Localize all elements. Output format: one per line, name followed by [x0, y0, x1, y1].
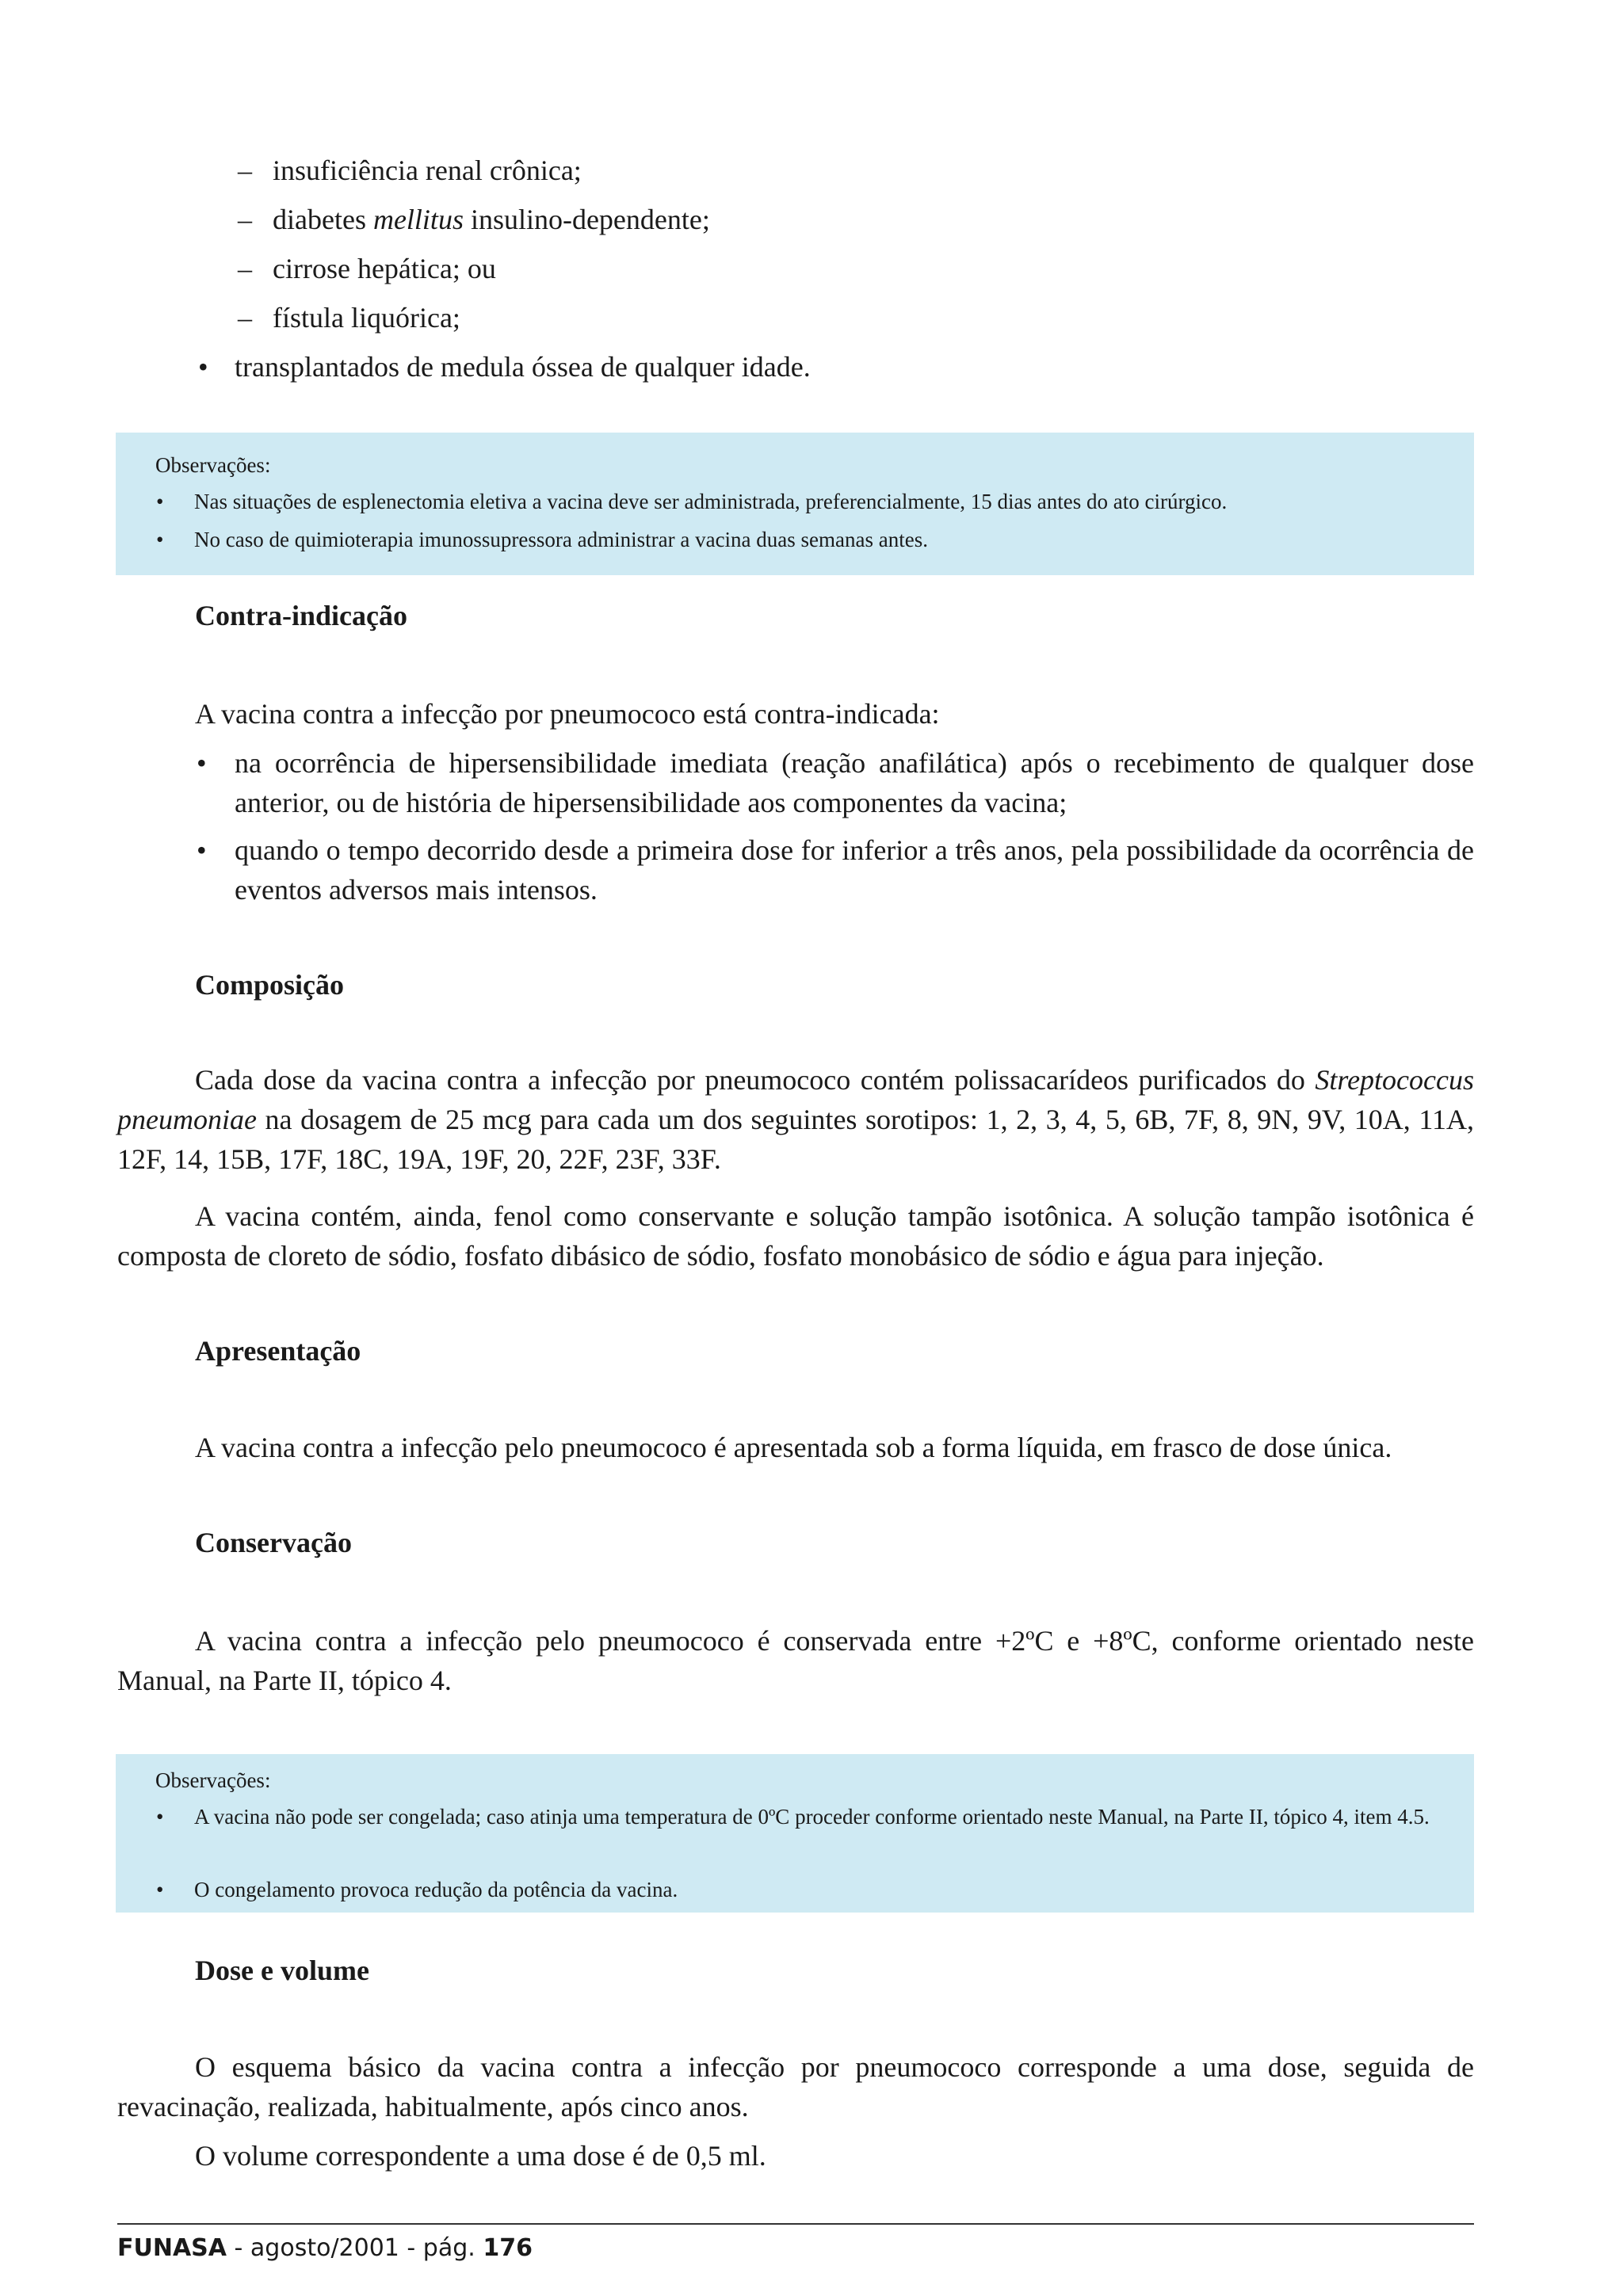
observation-text: A vacina não pode ser congelada; caso atinja uma temperatura de 0ºC proceder conforme orientado neste Manual, na Parte II, tópico 4, item 4.5. — [194, 1805, 1430, 1829]
observation-text: No caso de quimioterapia imunossupressora administrar a vacina duas semanas antes. — [194, 528, 928, 551]
paragraph — [117, 1060, 1474, 1179]
paragraph: A vacina contra a infecção por pneumococo está contra-indicada: — [195, 698, 940, 730]
bullet-mark: • — [156, 1878, 164, 1901]
paragraph: A vacina contra a infecção pelo pneumococo é apresentada sob a forma líquida, em frasco de dose única. — [195, 1432, 1392, 1463]
footer-brand: FUNASA — [117, 2234, 227, 2262]
section-heading: Composição — [195, 969, 344, 1001]
bullet-mark: • — [198, 351, 208, 383]
list-item-text: fístula liquórica; — [273, 302, 460, 334]
paragraph-text: Cada dose da vacina contra a infecção por pneumococo contém polissacarídeos purificados do — [195, 1064, 1316, 1096]
list-item — [238, 151, 582, 190]
list-item — [197, 830, 1474, 910]
page-footer — [117, 2233, 533, 2264]
observations-box — [116, 433, 1474, 575]
bullet-mark: • — [197, 747, 207, 779]
paragraph: A vacina contra a infecção pelo pneumococo é conservada entre +2ºC e +8ºC, conforme orientado neste Manual, na Parte II, tópico 4. — [117, 1625, 1474, 1696]
list-item — [238, 249, 496, 288]
list-item-text: diabetes — [273, 204, 373, 235]
section-heading: Apresentação — [195, 1335, 361, 1367]
list-item-text: na ocorrência de hipersensibilidade imediata (reação anafilática) após o recebimento de qualquer dose anterior, ou de história de hipersensibilidade aos componentes da vacina; — [235, 747, 1474, 818]
paragraph-text: na dosagem de 25 mcg para cada um dos seguintes sorotipos: 1, 2, 3, 4, 5, 6B, 7F, 8, 9N, 9V, 10A, 11A, 12F, 14, 15B, 17F, 18C, 19A, 19F, 20, 22F, 23F, 33F. — [117, 1104, 1474, 1175]
observations-title: Observações: — [155, 453, 271, 477]
observation-item — [156, 1871, 1436, 1908]
bullet-mark: • — [156, 528, 164, 551]
section-heading: Dose e volume — [195, 1955, 369, 1986]
dash-mark: – — [238, 154, 252, 186]
dash-mark: – — [238, 302, 252, 334]
dash-mark: – — [238, 204, 252, 235]
observation-text: O congelamento provoca redução da potência da vacina. — [194, 1878, 678, 1901]
observation-item — [156, 1798, 1436, 1835]
list-item-italic: mellitus — [372, 204, 464, 235]
bullet-mark: • — [156, 490, 164, 513]
footer-date: - agosto/2001 - pág. — [227, 2234, 483, 2262]
bullet-mark: • — [156, 1805, 164, 1829]
list-item-text: cirrose hepática; ou — [273, 253, 496, 284]
section-heading: Contra-indicação — [195, 600, 407, 631]
list-item — [197, 743, 1474, 822]
paragraph: A vacina contém, ainda, fenol como conservante e solução tampão isotônica. A solução tampão isotônica é composta de cloreto de sódio, fosfato dibásico de sódio, fosfato monobásico de sódio e água para injeção. — [117, 1200, 1474, 1272]
observation-text: Nas situações de esplenectomia eletiva a vacina deve ser administrada, preferencialmente, 15 dias antes do ato cirúrgico. — [194, 490, 1228, 513]
list-item-text: transplantados de medula óssea de qualquer idade. — [235, 351, 811, 383]
observations-title: Observações: — [155, 1768, 271, 1792]
observations-box — [116, 1754, 1474, 1913]
section-heading: Conservação — [195, 1527, 352, 1558]
list-item-text: quando o tempo decorrido desde a primeira dose for inferior a três anos, pela possibilidade da ocorrência de eventos adversos mais intensos. — [235, 834, 1474, 906]
observation-item — [156, 521, 1436, 558]
dash-mark: – — [238, 253, 252, 284]
list-item — [238, 200, 710, 239]
list-item — [238, 298, 460, 338]
bullet-mark: • — [197, 834, 207, 866]
list-item-text: insulino-dependente; — [463, 204, 710, 235]
species-name: Streptococcus pneumoniae — [117, 1064, 1474, 1135]
paragraph: O volume correspondente a uma dose é de 0,5 ml. — [195, 2140, 766, 2172]
list-item — [198, 347, 811, 387]
observation-item — [156, 483, 1436, 520]
footer-divider — [117, 2223, 1474, 2225]
paragraph: O esquema básico da vacina contra a infecção por pneumococo corresponde a uma dose, seguida de revacinação, realizada, habitualmente, após cinco anos. — [117, 2051, 1474, 2122]
list-item-text: insuficiência renal crônica; — [273, 154, 582, 186]
page-number: 176 — [483, 2234, 533, 2262]
